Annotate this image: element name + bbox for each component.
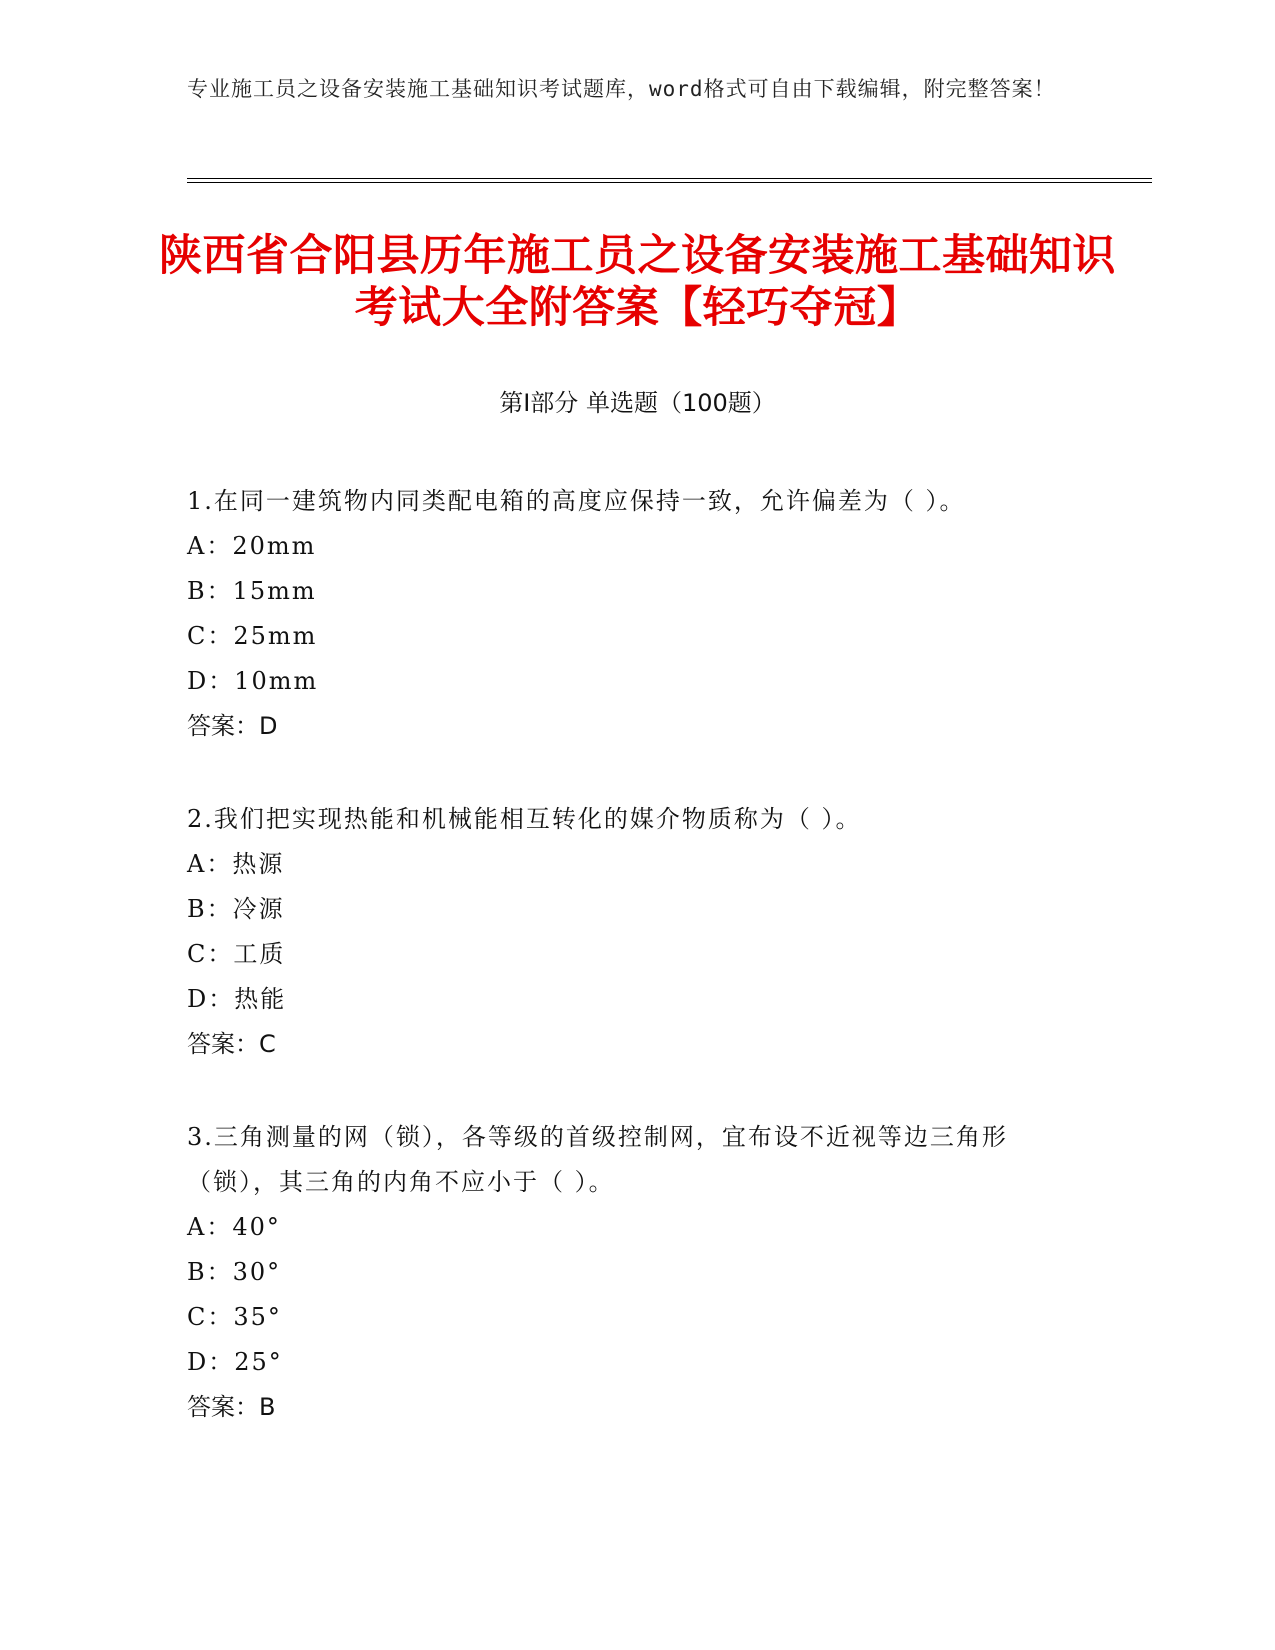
header-divider-top <box>187 178 1152 179</box>
option-c: C：25mm <box>187 622 318 650</box>
option-b: B：冷源 <box>187 895 285 923</box>
option-d: D：10mm <box>187 667 319 695</box>
header-note: 专业施工员之设备安装施工基础知识考试题库，word格式可自由下载编辑，附完整答案！ <box>187 77 1056 101</box>
section-title: 第Ⅰ部分 单选题（100题） <box>499 389 776 417</box>
question-stem: 2.我们把实现热能和机械能相互转化的媒介物质称为（ ）。 <box>187 805 862 833</box>
header-divider-bottom <box>187 182 1152 183</box>
document-title: 陕西省合阳县历年施工员之设备安装施工基础知识考试大全附答案【轻巧夺冠】 <box>159 231 1116 333</box>
option-a: A：热源 <box>187 850 285 878</box>
question-3 <box>187 1115 1067 1430</box>
option-b: B：15mm <box>187 577 317 605</box>
option-a: A：40° <box>187 1213 281 1241</box>
option-d: D：热能 <box>187 985 287 1013</box>
answer: 答案：D <box>187 712 278 740</box>
question-2 <box>187 797 1067 1067</box>
option-c: C：35° <box>187 1303 282 1331</box>
option-b: B：30° <box>187 1258 282 1286</box>
question-1 <box>187 479 1067 749</box>
option-c: C：工质 <box>187 940 286 968</box>
question-list <box>187 479 1067 1478</box>
answer: 答案：C <box>187 1030 276 1058</box>
option-a: A：20mm <box>187 532 317 560</box>
question-stem: 3.三角测量的网（锁），各等级的首级控制网，宜布设不近视等边三角形（锁），其三角的内角不应小于（ ）。 <box>187 1123 1008 1196</box>
question-stem: 1.在同一建筑物内同类配电箱的高度应保持一致，允许偏差为（ ）。 <box>187 487 966 515</box>
answer: 答案：B <box>187 1393 276 1421</box>
option-d: D：25° <box>187 1348 283 1376</box>
